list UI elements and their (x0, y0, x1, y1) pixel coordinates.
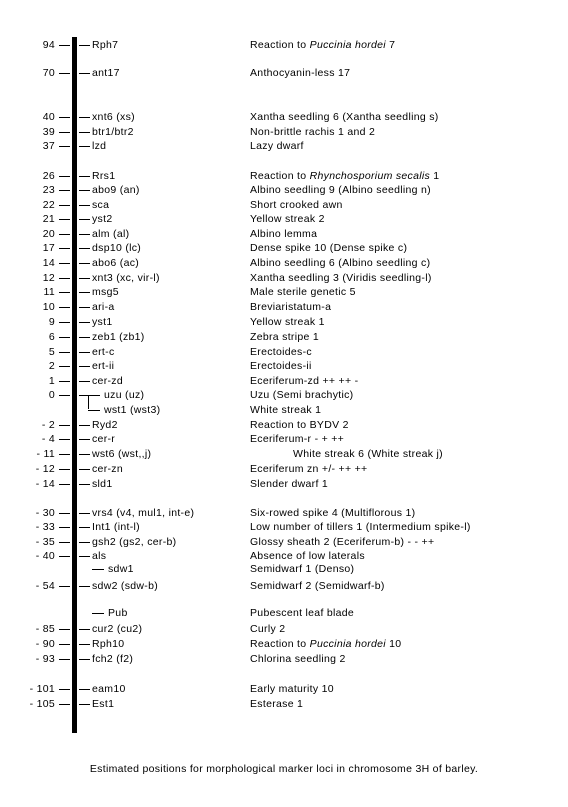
left-tick (59, 322, 70, 323)
left-tick (59, 263, 70, 264)
locus-description (250, 433, 344, 445)
marker-row (0, 433, 568, 445)
description-text: Six-rowed spike 4 (Multiflorous 1) (250, 507, 416, 519)
marker-row (0, 419, 568, 431)
left-tick (59, 395, 70, 396)
marker-row (0, 360, 568, 372)
marker-row (0, 346, 568, 358)
locus-symbol: ert-ii (92, 360, 115, 372)
marker-row (0, 607, 568, 619)
locus-symbol: cer-zd (92, 375, 123, 387)
locus-symbol: sdw2 (sdw-b) (92, 580, 159, 592)
description-text: Dense spike 10 (Dense spike c) (250, 242, 408, 254)
position-label: 40 (42, 111, 55, 123)
description-text: Albino seedling 9 (Albino seedling n) (250, 184, 431, 196)
right-tick (79, 307, 90, 308)
locus-symbol: lzd (92, 140, 107, 152)
locus-symbol: cer-r (92, 433, 116, 445)
branch-tick (79, 395, 100, 396)
description-text: Early maturity 10 (250, 683, 334, 695)
right-tick (79, 644, 90, 645)
description-text: Albino seedling 6 (Albino seedling c) (250, 257, 431, 269)
position-label: - 85 (35, 623, 55, 635)
description-suffix: 1 (430, 170, 440, 182)
marker-row (0, 213, 568, 225)
locus-description (250, 213, 325, 225)
locus-symbol: xnt3 (xc, vir-l) (92, 272, 160, 284)
description-text: Eceriferum-r - + ++ (250, 433, 345, 445)
position-label: - 12 (35, 463, 55, 475)
marker-row (0, 242, 568, 254)
position-label: 17 (42, 242, 55, 254)
position-label: - 101 (29, 683, 55, 695)
position-label: - 4 (41, 433, 55, 445)
left-tick (59, 366, 70, 367)
locus-symbol: ert-c (92, 346, 115, 358)
locus-description (250, 638, 401, 650)
locus-symbol: sld1 (92, 478, 113, 490)
description-text: Xantha seedling 6 (Xantha seedling s) (250, 111, 439, 123)
right-tick (79, 542, 90, 543)
left-tick (59, 659, 70, 660)
marker-row (0, 698, 568, 710)
locus-description (250, 39, 395, 51)
description-text: Absence of low laterals (250, 550, 365, 562)
description-text: Xantha seedling 3 (Viridis seedling-l) (250, 272, 432, 284)
locus-symbol: abo6 (ac) (92, 257, 140, 269)
left-tick (59, 513, 70, 514)
description-text: Lazy dwarf (250, 140, 304, 152)
locus-description (250, 653, 346, 665)
position-label: 21 (42, 213, 55, 225)
locus-description (250, 67, 350, 79)
locus-description (250, 346, 312, 358)
locus-symbol: Rph10 (92, 638, 125, 650)
marker-row (0, 286, 568, 298)
locus-description (250, 242, 407, 254)
description-text: Slender dwarf 1 (250, 478, 329, 490)
right-tick (79, 439, 90, 440)
position-label: 12 (42, 272, 55, 284)
right-tick (79, 132, 90, 133)
description-text: White streak 6 (White streak j) (293, 448, 443, 460)
locus-symbol: Est1 (92, 698, 115, 710)
description-text: Low number of tillers 1 (Intermedium spike-l) (250, 521, 471, 533)
left-tick (59, 205, 70, 206)
position-label: 1 (48, 375, 55, 387)
left-tick (59, 704, 70, 705)
figure-caption: Estimated positions for morphological marker loci in chromosome 3H of barley. (89, 763, 479, 775)
left-tick (59, 132, 70, 133)
branch-dash (88, 410, 100, 411)
right-tick (79, 659, 90, 660)
marker-row (0, 563, 568, 575)
locus-description (250, 536, 434, 548)
description-text: Reaction to (250, 638, 310, 650)
description-text: Albino lemma (250, 228, 318, 240)
marker-row (0, 623, 568, 635)
left-tick (59, 248, 70, 249)
locus-symbol: uzu (uz) (104, 389, 145, 401)
position-label: 10 (42, 301, 55, 313)
description-text: Curly 2 (250, 623, 286, 635)
right-tick (79, 205, 90, 206)
right-tick (79, 73, 90, 74)
description-text: Esterase 1 (250, 698, 304, 710)
locus-symbol: abo9 (an) (92, 184, 140, 196)
description-text: Eceriferum-zd ++ ++ - (250, 375, 359, 387)
locus-symbol: alm (al) (92, 228, 130, 240)
locus-symbol: yst1 (92, 316, 113, 328)
left-tick (59, 556, 70, 557)
locus-description (250, 478, 328, 490)
locus-symbol: sdw1 (108, 563, 134, 575)
position-label: - 40 (35, 550, 55, 562)
description-text: Short crooked awn (250, 199, 343, 211)
locus-symbol: gsh2 (gs2, cer-b) (92, 536, 177, 548)
locus-description (250, 228, 317, 240)
left-tick (59, 278, 70, 279)
marker-row (0, 140, 568, 152)
description-text: Uzu (Semi brachytic) (250, 389, 354, 401)
right-tick (79, 337, 90, 338)
left-tick (59, 527, 70, 528)
right-tick (79, 146, 90, 147)
right-tick (79, 263, 90, 264)
left-tick (59, 45, 70, 46)
position-label: 0 (48, 389, 55, 401)
marker-row (0, 331, 568, 343)
description-text: White streak 1 (250, 404, 322, 416)
description-text: Eceriferum zn +/- ++ ++ (250, 463, 368, 475)
marker-row (0, 638, 568, 650)
locus-description (250, 521, 471, 533)
description-species: Puccinia hordei (309, 638, 386, 650)
locus-description (250, 463, 368, 475)
left-tick (59, 352, 70, 353)
position-label: 22 (42, 199, 55, 211)
description-species: Puccinia hordei (309, 39, 386, 51)
position-label: 14 (42, 257, 55, 269)
description-text: Male sterile genetic 5 (250, 286, 356, 298)
right-tick (79, 219, 90, 220)
locus-description (250, 140, 304, 152)
left-tick (59, 629, 70, 630)
marker-row (0, 521, 568, 533)
locus-description (250, 419, 349, 431)
left-tick (59, 469, 70, 470)
description-text: Erectoides-ii (250, 360, 312, 372)
position-label: - 93 (35, 653, 55, 665)
description-text: Chlorina seedling 2 (250, 653, 346, 665)
left-tick (59, 146, 70, 147)
locus-symbol: Rrs1 (92, 170, 116, 182)
locus-symbol: cer-zn (92, 463, 123, 475)
locus-symbol: Rph7 (92, 39, 119, 51)
left-tick (59, 644, 70, 645)
position-label: 70 (42, 67, 55, 79)
position-label: - 11 (36, 448, 55, 460)
marker-row (0, 683, 568, 695)
right-tick (79, 190, 90, 191)
right-tick (79, 278, 90, 279)
locus-symbol: cur2 (cu2) (92, 623, 143, 635)
description-text: Semidwarf 2 (Semidwarf-b) (250, 580, 385, 592)
locus-description (250, 286, 356, 298)
marker-row (0, 301, 568, 313)
marker-row (0, 184, 568, 196)
left-tick (59, 176, 70, 177)
marker-row (0, 316, 568, 328)
locus-symbol: ari-a (92, 301, 115, 313)
right-tick (79, 629, 90, 630)
description-species: Rhynchosporium secalis (309, 170, 431, 182)
marker-row (0, 126, 568, 138)
right-tick (79, 425, 90, 426)
locus-symbol: xnt6 (xs) (92, 111, 135, 123)
position-label: 26 (42, 170, 55, 182)
marker-row (0, 463, 568, 475)
position-label: - 54 (35, 580, 55, 592)
marker-row (0, 389, 568, 401)
right-tick (79, 689, 90, 690)
locus-description (250, 698, 303, 710)
right-tick (79, 454, 90, 455)
right-tick (79, 248, 90, 249)
left-tick (59, 292, 70, 293)
locus-description (250, 550, 365, 562)
position-label: - 33 (35, 521, 55, 533)
description-suffix: 7 (385, 39, 396, 51)
right-tick (79, 292, 90, 293)
locus-symbol: msg5 (92, 286, 119, 298)
locus-description (250, 170, 439, 182)
left-tick (59, 586, 70, 587)
right-tick (79, 176, 90, 177)
locus-symbol: Ryd2 (92, 419, 118, 431)
description-text: Anthocyanin-less 17 (250, 67, 351, 79)
locus-description (250, 375, 358, 387)
position-label: - 35 (35, 536, 55, 548)
left-tick (59, 484, 70, 485)
position-label: 6 (48, 331, 55, 343)
right-tick (79, 322, 90, 323)
left-tick (59, 234, 70, 235)
right-tick (79, 381, 90, 382)
branch-dash (92, 613, 104, 614)
position-label: 23 (42, 184, 55, 196)
left-tick (59, 337, 70, 338)
locus-symbol: eam10 (92, 683, 126, 695)
right-tick (79, 352, 90, 353)
marker-row (0, 448, 568, 460)
position-label: - 14 (35, 478, 55, 490)
marker-row (0, 536, 568, 548)
right-tick (79, 45, 90, 46)
marker-row (0, 580, 568, 592)
locus-symbol: vrs4 (v4, mul1, int-e) (92, 507, 195, 519)
marker-row (0, 228, 568, 240)
marker-row (0, 375, 568, 387)
locus-description (250, 607, 354, 619)
locus-description (250, 111, 439, 123)
position-label: - 90 (35, 638, 55, 650)
position-label: 11 (43, 286, 55, 298)
right-tick (79, 117, 90, 118)
position-label: - 2 (41, 419, 55, 431)
locus-description (293, 448, 443, 460)
marker-row (0, 550, 568, 562)
right-tick (79, 513, 90, 514)
position-label: 9 (48, 316, 55, 328)
marker-row (0, 478, 568, 490)
locus-description (250, 184, 431, 196)
locus-symbol: dsp10 (lc) (92, 242, 142, 254)
locus-description (250, 389, 353, 401)
locus-description (250, 563, 354, 575)
locus-description (250, 623, 285, 635)
description-text: Reaction to (250, 39, 310, 51)
position-label: - 105 (29, 698, 55, 710)
position-label: 20 (42, 228, 55, 240)
marker-row (0, 67, 568, 79)
position-label: 2 (48, 360, 55, 372)
left-tick (59, 307, 70, 308)
left-tick (59, 689, 70, 690)
marker-row (0, 199, 568, 211)
locus-description (250, 683, 334, 695)
marker-row (0, 404, 568, 416)
left-tick (59, 425, 70, 426)
description-text: Reaction to (250, 170, 310, 182)
locus-description (250, 331, 319, 343)
marker-row (0, 507, 568, 519)
locus-symbol: wst1 (wst3) (104, 404, 161, 416)
marker-row (0, 653, 568, 665)
right-tick (79, 366, 90, 367)
marker-row (0, 257, 568, 269)
left-tick (59, 542, 70, 543)
position-label: 37 (42, 140, 55, 152)
locus-description (250, 316, 325, 328)
locus-symbol: sca (92, 199, 110, 211)
right-tick (79, 704, 90, 705)
locus-description (250, 360, 312, 372)
left-tick (59, 454, 70, 455)
locus-symbol: zeb1 (zb1) (92, 331, 145, 343)
left-tick (59, 439, 70, 440)
position-label: 94 (42, 39, 55, 51)
marker-row (0, 39, 568, 51)
marker-row (0, 272, 568, 284)
position-label: 39 (42, 126, 55, 138)
description-text: Erectoides-c (250, 346, 312, 358)
right-tick (79, 527, 90, 528)
locus-description (250, 126, 375, 138)
left-tick (59, 219, 70, 220)
locus-description (250, 507, 415, 519)
right-tick (79, 586, 90, 587)
locus-description (250, 404, 321, 416)
left-tick (59, 381, 70, 382)
description-text: Non-brittle rachis 1 and 2 (250, 126, 376, 138)
position-label: 5 (48, 346, 55, 358)
description-text: Yellow streak 2 (250, 213, 325, 225)
locus-symbol: ant17 (92, 67, 120, 79)
locus-symbol: wst6 (wst,,j) (92, 448, 152, 460)
marker-row (0, 111, 568, 123)
description-text: Zebra stripe 1 (250, 331, 319, 343)
locus-symbol: Pub (108, 607, 128, 619)
locus-description (250, 301, 331, 313)
description-text: Semidwarf 1 (Denso) (250, 563, 355, 575)
left-tick (59, 73, 70, 74)
locus-symbol: btr1/btr2 (92, 126, 134, 138)
locus-symbol: yst2 (92, 213, 113, 225)
locus-description (250, 272, 432, 284)
branch-dash (92, 569, 104, 570)
description-suffix: 10 (385, 638, 402, 650)
locus-description (250, 580, 385, 592)
marker-row (0, 170, 568, 182)
locus-description (250, 199, 343, 211)
left-tick (59, 117, 70, 118)
description-text: Yellow streak 1 (250, 316, 325, 328)
locus-description (250, 257, 430, 269)
right-tick (79, 469, 90, 470)
description-text: Breviaristatum-a (250, 301, 332, 313)
position-label: - 30 (35, 507, 55, 519)
left-tick (59, 190, 70, 191)
description-text: Pubescent leaf blade (250, 607, 355, 619)
description-text: Reaction to BYDV 2 (250, 419, 349, 431)
right-tick (79, 234, 90, 235)
locus-symbol: fch2 (f2) (92, 653, 134, 665)
description-text: Glossy sheath 2 (Eceriferum-b) - - ++ (250, 536, 435, 548)
right-tick (79, 556, 90, 557)
locus-symbol: als (92, 550, 107, 562)
locus-symbol: Int1 (int-l) (92, 521, 140, 533)
right-tick (79, 484, 90, 485)
